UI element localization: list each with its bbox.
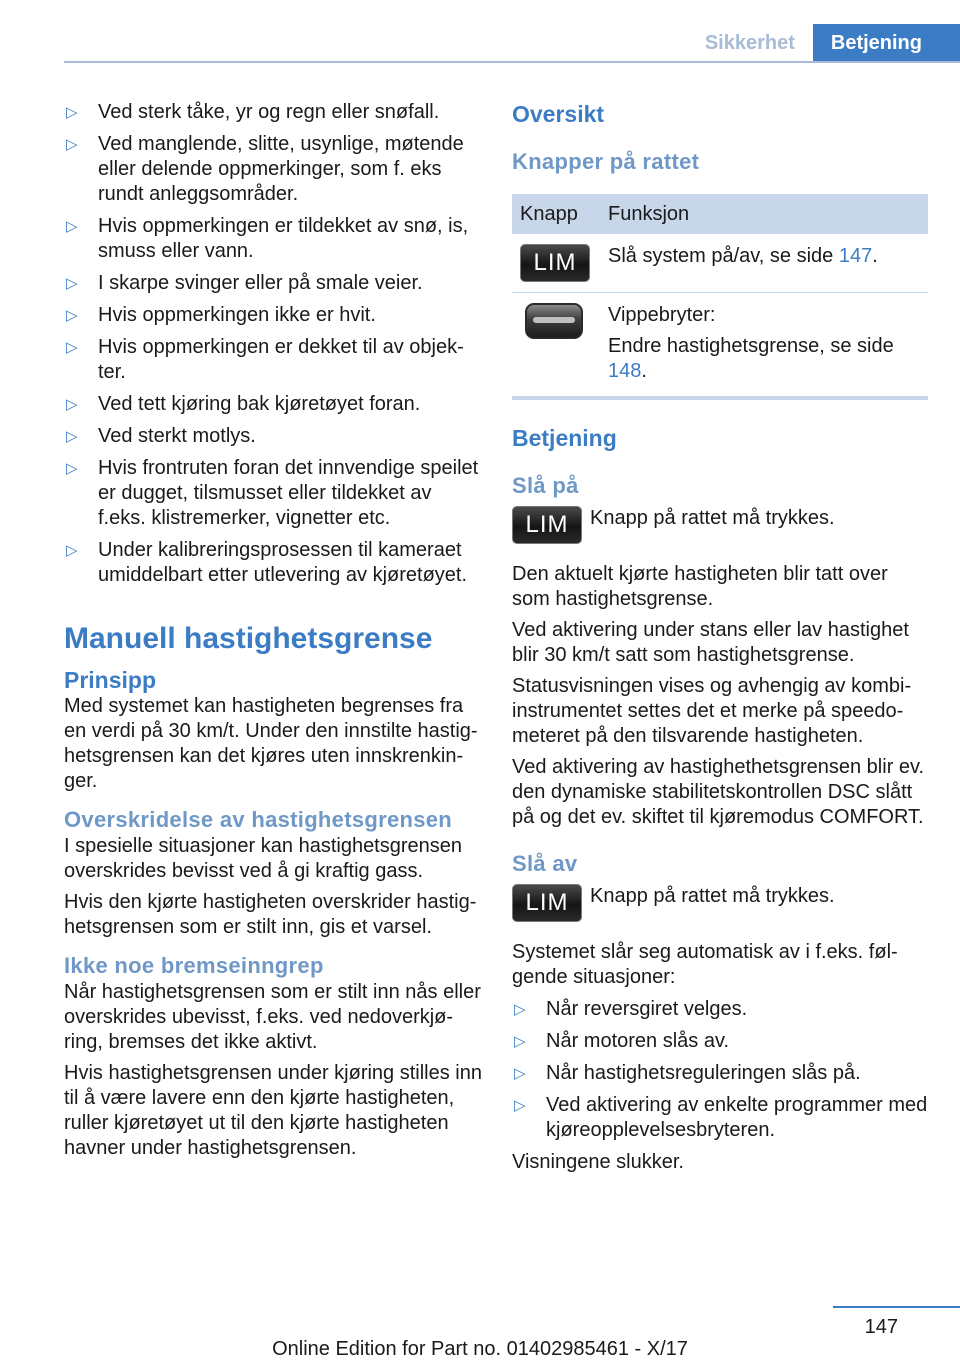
footer-rule bbox=[833, 1306, 960, 1308]
triangle-bullet-icon: ▷ bbox=[514, 1000, 526, 1018]
bremseinngrep-text-1: Når hastighetsgrensen som er stilt inn nås eller overskrides ubevisst, f.eks. ved nedoverkjø-ring, bremses det ikke aktivt. bbox=[64, 981, 481, 1053]
triangle-bullet-icon: ▷ bbox=[66, 306, 78, 324]
list-item: ▷ Hvis oppmerkingen er tildekket av snø, is, smuss eller vann. bbox=[66, 215, 469, 262]
triangle-bullet-icon: ▷ bbox=[66, 395, 78, 413]
lim-button-icon: LIM bbox=[512, 884, 582, 922]
slaa-av-text: Knapp på rattet må trykkes. bbox=[590, 885, 835, 907]
button-table bbox=[512, 194, 928, 400]
oversikt-heading: Oversikt bbox=[512, 101, 605, 127]
triangle-bullet-icon: ▷ bbox=[514, 1096, 526, 1114]
table-row bbox=[512, 234, 928, 293]
table-row bbox=[512, 293, 928, 399]
list-item: ▷ Ved aktivering av enkelte programmer med kjøreopplevelsesbryteren. bbox=[514, 1094, 928, 1141]
slaa-av-heading: Slå av bbox=[512, 851, 578, 876]
column-header-knapp: Knapp bbox=[512, 194, 600, 234]
rocker-switch-icon bbox=[525, 303, 583, 339]
betjening-text-1: Den aktuelt kjørte hastigheten blir tatt over som hastighetsgrense. bbox=[512, 563, 888, 610]
slaa-paa-heading: Slå på bbox=[512, 473, 579, 498]
betjening-text-4: Ved aktivering av hastighethetsgrensen blir ev. den dynamiske stabilitetskontrollen DSC slått på og det ev. skiftet til kjøremodus COMFORT. bbox=[512, 756, 925, 828]
table-cell-button bbox=[512, 234, 600, 293]
betjening-text-2: Ved aktivering under stans eller lav hastighet blir 30 km/t satt som hastighetsgrense. bbox=[512, 619, 909, 666]
triangle-bullet-icon: ▷ bbox=[66, 338, 78, 356]
page-ref-link[interactable]: 147 bbox=[838, 245, 873, 267]
list-item: ▷ Ved sterk tåke, yr og regn eller snøfall. bbox=[66, 101, 440, 123]
chapter-title: Manuell hastighetsgrense bbox=[64, 622, 433, 655]
tab-sikkerhet[interactable]: Sikkerhet bbox=[687, 24, 813, 62]
list-item: ▷ Under kalibreringsprosessen til kameraet umiddelbart etter utlevering av kjøretøyet. bbox=[66, 539, 468, 586]
column-header-funksjon: Funksjon bbox=[600, 194, 928, 234]
prinsipp-heading: Prinsipp bbox=[64, 667, 157, 693]
table-header-row bbox=[512, 194, 928, 234]
overskridelse-text-2: Hvis den kjørte hastigheten overskrider hastig-hetsgrensen som er stilt inn, gis et varsel. bbox=[64, 891, 477, 938]
condition-list bbox=[64, 100, 484, 588]
list-item: ▷ Ved tett kjøring bak kjøretøyet foran. bbox=[66, 393, 421, 415]
right-column bbox=[512, 100, 930, 1175]
page-number: 147 bbox=[864, 1316, 898, 1338]
list-item: ▷ Ved sterkt motlys. bbox=[66, 425, 256, 447]
triangle-bullet-icon: ▷ bbox=[66, 541, 78, 559]
slaa-av-intro: Systemet slår seg automatisk av i f.eks. føl-gende situasjoner: bbox=[512, 941, 898, 988]
page-ref-link[interactable]: 148 bbox=[608, 360, 642, 382]
triangle-bullet-icon: ▷ bbox=[66, 459, 78, 477]
list-item: ▷ Hvis oppmerkingen ikke er hvit. bbox=[66, 304, 376, 326]
betjening-heading: Betjening bbox=[512, 425, 617, 451]
triangle-bullet-icon: ▷ bbox=[514, 1032, 526, 1050]
header-tabs bbox=[687, 24, 960, 62]
slaa-av-row bbox=[512, 884, 930, 922]
list-item: ▷ Ved manglende, slitte, usynlige, møtende eller delende oppmerkinger, som f. eks rundt anleggsområder. bbox=[66, 133, 464, 205]
list-item: ▷ Når reversgiret velges. bbox=[514, 998, 748, 1020]
knapper-heading: Knapper på rattet bbox=[512, 149, 700, 174]
slaa-paa-text: Knapp på rattet må trykkes. bbox=[590, 507, 835, 529]
triangle-bullet-icon: ▷ bbox=[66, 274, 78, 292]
bremseinngrep-text-2: Hvis hastighetsgrensen under kjøring stilles inn til å være lavere enn den kjørte hastigheten, ruller kjøretøyet ut til den kjørte hastigheten havner under hastighetsgrensen. bbox=[64, 1062, 482, 1159]
slaa-paa-row bbox=[512, 506, 930, 544]
triangle-bullet-icon: ▷ bbox=[66, 103, 78, 121]
lim-button-icon: LIM bbox=[512, 506, 582, 544]
list-item: ▷ I skarpe svinger eller på smale veier. bbox=[66, 272, 423, 294]
table-cell-function: Slå system på/av, se side 147. bbox=[600, 234, 928, 293]
edition-footer: Online Edition for Part no. 01402985461 - X/17 bbox=[272, 1338, 688, 1360]
list-item: ▷ Når hastighetsreguleringen slås på. bbox=[514, 1062, 861, 1084]
deactivation-list bbox=[512, 997, 930, 1143]
list-item: ▷ Når motoren slås av. bbox=[514, 1030, 730, 1052]
tab-betjening[interactable]: Betjening bbox=[813, 24, 960, 62]
bremseinngrep-heading: Ikke noe bremseinngrep bbox=[64, 953, 324, 978]
triangle-bullet-icon: ▷ bbox=[514, 1064, 526, 1082]
prinsipp-text: Med systemet kan hastigheten begrenses fra en verdi på 30 km/t. Under den innstilte hastig-hetsgrensen kan det kjøres uten innskrenkin-ger. bbox=[64, 695, 478, 792]
table-cell-function: Vippebryter: Endre hastighetsgrense, se side 148. bbox=[600, 293, 928, 399]
list-item: ▷ Hvis oppmerkingen er dekket til av objek-ter. bbox=[66, 336, 464, 383]
betjening-text-3: Statusvisningen vises og avhengig av kombi-instrumentet settes det et merke på speedo-meteret på den tilsvarende hastigheten. bbox=[512, 675, 912, 747]
slaa-av-end: Visningene slukker. bbox=[512, 1151, 684, 1173]
left-column bbox=[64, 100, 484, 1161]
list-item: ▷ Hvis frontruten foran det innvendige speilet er dugget, tilsmusset eller tildekket av f.eks. klistremerker, vignetter etc. bbox=[66, 457, 479, 529]
triangle-bullet-icon: ▷ bbox=[66, 427, 78, 445]
lim-button-icon: LIM bbox=[520, 244, 590, 282]
overskridelse-text-1: I spesielle situasjoner kan hastighetsgrensen overskrides bevisst ved å gi kraftig gass. bbox=[64, 835, 463, 882]
header-rule bbox=[64, 61, 960, 63]
table-cell-button bbox=[512, 293, 600, 399]
overskridelse-heading: Overskridelse av hastighetsgrensen bbox=[64, 807, 453, 832]
triangle-bullet-icon: ▷ bbox=[66, 217, 78, 235]
triangle-bullet-icon: ▷ bbox=[66, 135, 78, 153]
